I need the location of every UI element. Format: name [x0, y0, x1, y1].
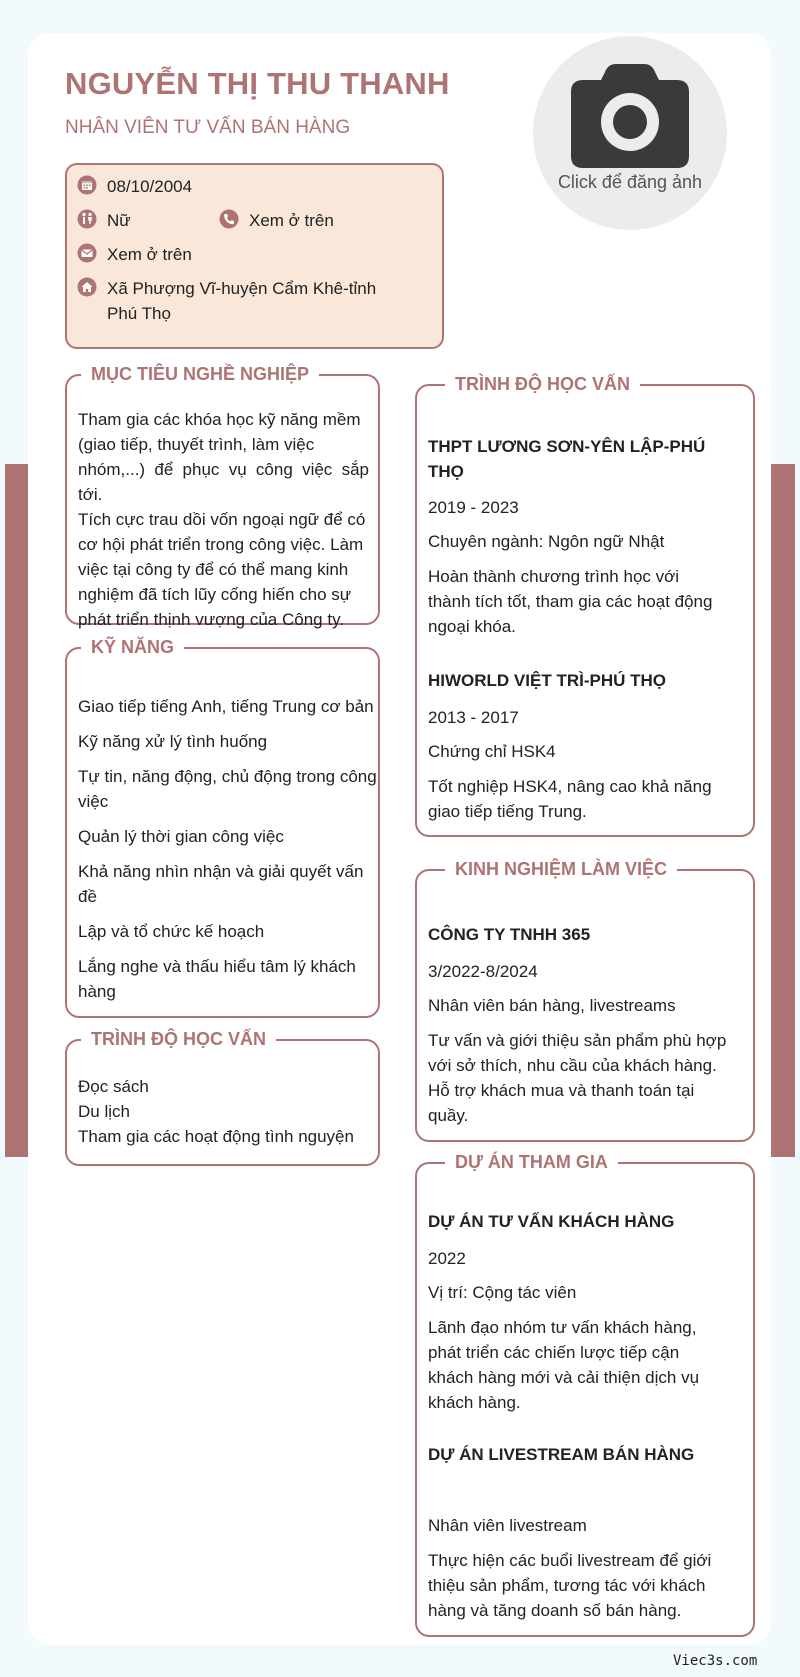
- company-name: CÔNG TY TNHH 365: [428, 925, 591, 944]
- education-section: [415, 374, 755, 837]
- project-year: 2022: [428, 1249, 466, 1268]
- education-desc: ngoại khóa.: [428, 617, 516, 636]
- experience-desc: quầy.: [428, 1106, 469, 1125]
- project-desc: Lãnh đạo nhóm tư vấn khách hàng,: [428, 1318, 697, 1337]
- birthdate: 08/10/2004: [107, 177, 193, 196]
- project-name: DỰ ÁN LIVESTREAM BÁN HÀNG: [428, 1445, 695, 1464]
- experience-period: 3/2022-8/2024: [428, 962, 538, 981]
- school-name: HIWORLD VIỆT TRÌ-PHÚ THỌ: [428, 671, 666, 690]
- objective-line: nhóm,...) để phục vụ công việc sắp tới.: [78, 460, 369, 504]
- experience-desc: Tư vấn và giới thiệu sản phẩm phù hợp: [428, 1031, 727, 1050]
- hobby-item: Tham gia các hoạt động tình nguyện: [78, 1127, 354, 1146]
- project-desc: khách hàng mới và cải thiện dịch vụ: [428, 1368, 700, 1387]
- watermark: Viec3s.com: [673, 1653, 758, 1669]
- job-title: NHÂN VIÊN TƯ VẤN BÁN HÀNG: [65, 117, 351, 138]
- experience-role: Nhân viên bán hàng, livestreams: [428, 996, 676, 1015]
- skill-item: Quản lý thời gian công việc: [78, 827, 284, 846]
- gender: Nữ: [107, 211, 131, 230]
- hobbies-section: [65, 1029, 380, 1166]
- photo-upload-label: Click để đăng ảnh: [557, 172, 703, 192]
- objective-line: việc tại công ty để có thể mang kinh: [78, 560, 349, 579]
- education-years: 2019 - 2023: [428, 498, 519, 517]
- project-name: DỰ ÁN TƯ VẤN KHÁCH HÀNG: [428, 1212, 675, 1231]
- section-title: MỤC TIÊU NGHỀ NGHIỆP: [81, 361, 319, 387]
- experience-section: [415, 859, 755, 1142]
- skill-item: Kỹ năng xử lý tình huống: [78, 732, 268, 751]
- career-objective-section: [65, 364, 380, 629]
- section-title: TRÌNH ĐỘ HỌC VẤN: [81, 1026, 276, 1052]
- project-desc: phát triển các chiến lược tiếp cận: [428, 1343, 680, 1362]
- section-title: KỸ NĂNG: [81, 634, 184, 660]
- skill-item: đề: [78, 887, 97, 906]
- address-line-1: Xã Phượng Vĩ-huyện Cẩm Khê-tỉnh: [107, 279, 377, 298]
- hobby-item: Đọc sách: [78, 1077, 149, 1096]
- education-desc: thành tích tốt, tham gia các hoạt động: [428, 592, 713, 611]
- project-role: Vị trí: Cộng tác viên: [428, 1283, 577, 1302]
- skill-item: Lập và tổ chức kế hoạch: [78, 922, 265, 941]
- skill-item: Giao tiếp tiếng Anh, tiếng Trung cơ bản: [78, 697, 374, 716]
- education-desc: Hoàn thành chương trình học với: [428, 567, 680, 586]
- calendar-icon: [77, 175, 97, 195]
- skills-section: [65, 637, 380, 1018]
- education-major: Chứng chỉ HSK4: [428, 742, 556, 761]
- school-name: THPT LƯƠNG SƠN-YÊN LẬP-PHÚ: [428, 437, 706, 456]
- project-desc: Thực hiện các buổi livestream để giới: [428, 1551, 712, 1570]
- objective-line: cơ hội phát triển trong công việc. Làm: [78, 535, 364, 554]
- education-desc: giao tiếp tiếng Trung.: [428, 802, 587, 821]
- camera-icon: [571, 64, 689, 168]
- education-major: Chuyên ngành: Ngôn ngữ Nhật: [428, 532, 665, 551]
- objective-text: [78, 407, 369, 632]
- education-years: 2013 - 2017: [428, 708, 519, 727]
- education-desc: Tốt nghiệp HSK4, nâng cao khả năng: [428, 777, 712, 796]
- decorative-band-right: [771, 464, 795, 1157]
- objective-line: phát triển thịnh vượng của Công ty.: [78, 610, 345, 629]
- project-desc: thiệu sản phẩm, tương tác với khách: [428, 1576, 706, 1595]
- phone-icon: [219, 209, 239, 229]
- experience-desc: Hỗ trợ khách mua và thanh toán tại: [428, 1081, 695, 1100]
- objective-line: nghiệm đã tích lũy cống hiến cho sự: [78, 585, 352, 604]
- address-line-2: Phú Thọ: [107, 304, 171, 323]
- skill-item: Lắng nghe và thấu hiểu tâm lý khách: [78, 957, 356, 976]
- section-title: DỰ ÁN THAM GIA: [445, 1149, 618, 1175]
- project-role: Nhân viên livestream: [428, 1516, 587, 1535]
- mail-icon: [77, 243, 97, 263]
- phone: Xem ở trên: [249, 211, 334, 230]
- skill-item: Tự tin, năng động, chủ động trong công: [78, 767, 377, 786]
- projects-section: [415, 1152, 755, 1637]
- project-desc: hàng và tăng doanh số bán hàng.: [428, 1601, 682, 1620]
- skill-item: hàng: [78, 982, 116, 1001]
- section-title: TRÌNH ĐỘ HỌC VẤN: [445, 371, 640, 397]
- objective-line: (giao tiếp, thuyết trình, làm việc: [78, 435, 315, 454]
- decorative-band-left: [5, 464, 29, 1157]
- objective-line: Tham gia các khóa học kỹ năng mềm: [78, 410, 361, 429]
- skill-item: Khả năng nhìn nhận và giải quyết vấn: [78, 862, 364, 881]
- skill-item: việc: [78, 792, 109, 811]
- experience-desc: với sở thích, nhu cầu của khách hàng.: [428, 1056, 717, 1075]
- email: Xem ở trên: [107, 245, 192, 264]
- objective-line: Tích cực trau dồi vốn ngoại ngữ để có: [78, 510, 366, 529]
- home-icon: [77, 277, 97, 297]
- section-title: KINH NGHIỆM LÀM VIỆC: [445, 856, 677, 882]
- hobby-item: Du lịch: [78, 1102, 130, 1121]
- gender-icon: [77, 209, 97, 229]
- school-name: THỌ: [428, 462, 464, 481]
- photo-upload[interactable]: [533, 36, 727, 230]
- project-desc: khách hàng.: [428, 1393, 521, 1412]
- contact-box: [65, 163, 444, 349]
- candidate-name: NGUYỄN THỊ THU THANH: [65, 66, 450, 101]
